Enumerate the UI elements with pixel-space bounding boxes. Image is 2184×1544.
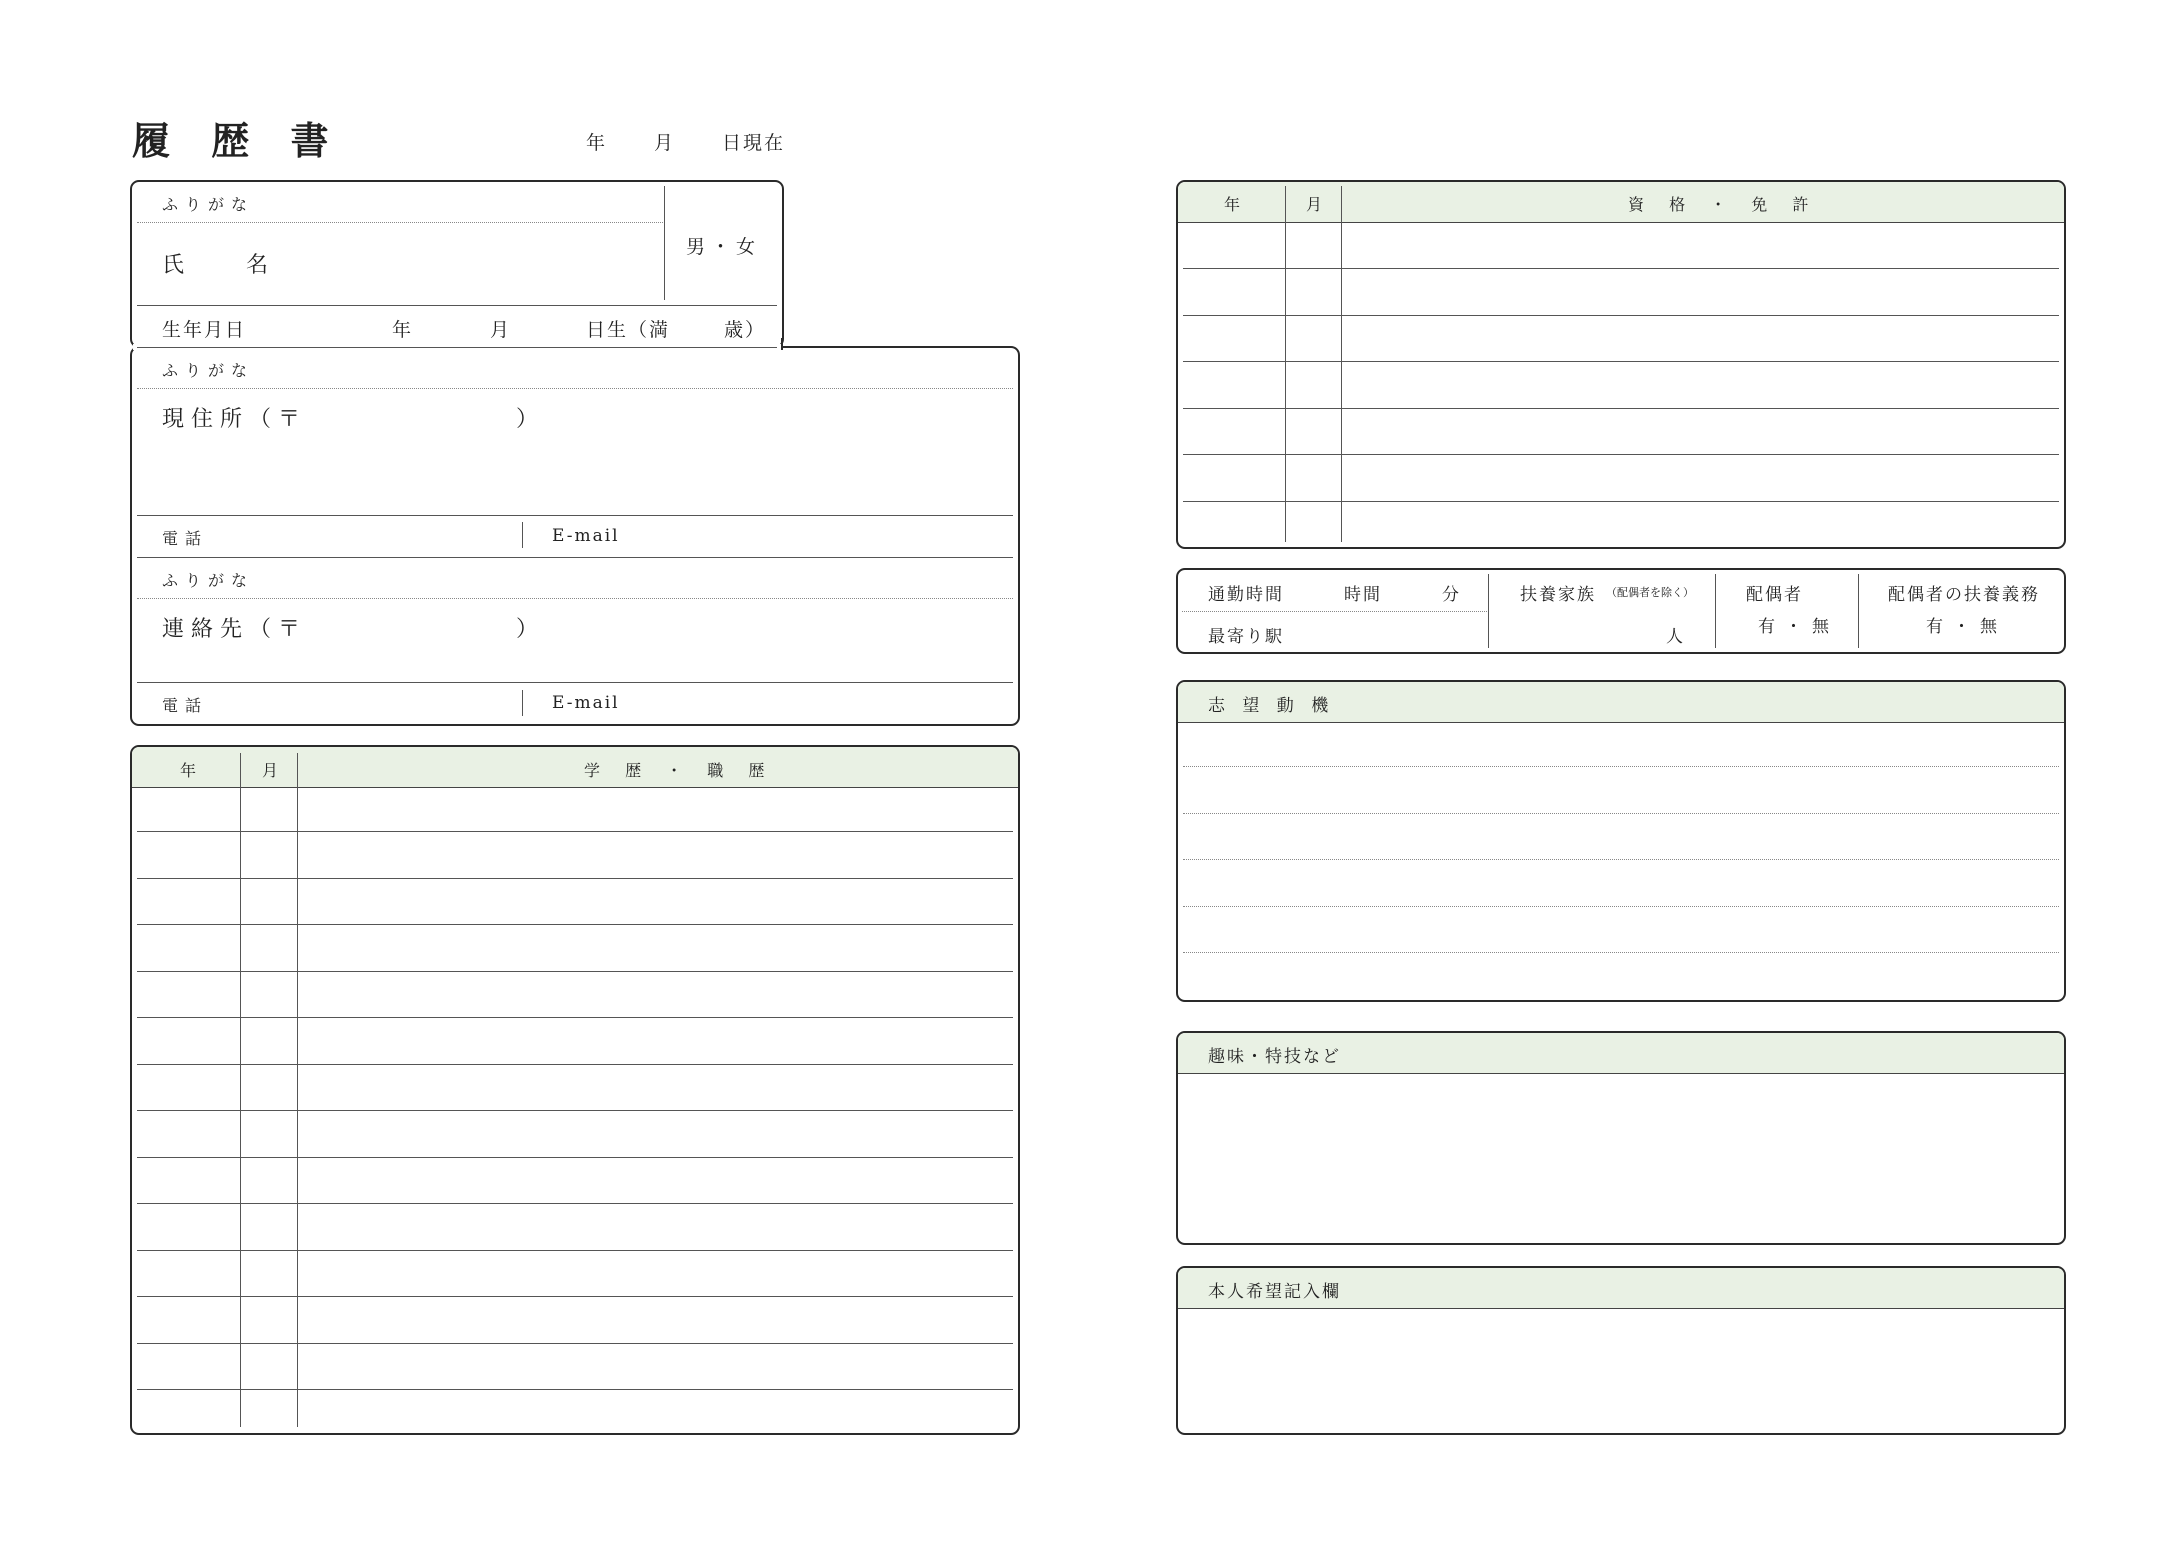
commute-hours-label: 時間 (1344, 585, 1382, 605)
history-row-line (137, 1157, 1013, 1158)
history-row-line (137, 1203, 1013, 1204)
contact-furigana-label: ふりがな (162, 571, 255, 590)
birth-age-label: 歳） (724, 319, 767, 341)
history-table (130, 745, 1020, 1435)
address-label: 現住所（〒 (162, 407, 308, 432)
address-furigana-label: ふりがな (162, 361, 255, 380)
history-row-line (137, 924, 1013, 925)
address-email-label: E-mail (552, 526, 620, 546)
history-col-month: 月 (262, 761, 286, 780)
motivation-label: 志 望 動 機 (1208, 696, 1335, 716)
contact-paren-close: ） (516, 617, 539, 642)
license-row-line (1183, 361, 2059, 362)
page-title: 履 歴 書 (132, 118, 343, 163)
contact-label: 連絡先（〒 (162, 617, 308, 642)
history-row-line (137, 1296, 1013, 1297)
date-month-label: 月 (654, 132, 676, 154)
history-col-year: 年 (180, 761, 204, 780)
license-row-line (1183, 454, 2059, 455)
history-row-line (137, 1343, 1013, 1344)
spouse-label: 配偶者 (1746, 585, 1803, 605)
motivation-box (1176, 680, 2066, 1002)
contact-email-label: E-mail (552, 693, 620, 713)
commute-minutes-label: 分 (1442, 585, 1461, 605)
dependents-note: （配偶者を除く） (1606, 586, 1694, 599)
license-row-line (1183, 501, 2059, 502)
spouse-support-label: 配偶者の扶養義務 (1888, 585, 2040, 605)
history-row-line (137, 1064, 1013, 1065)
gender-option[interactable]: 男・女 (686, 236, 762, 258)
motivation-ruled-line (1183, 859, 2059, 860)
address-phone-label: 電話 (162, 529, 209, 548)
license-row-line (1183, 315, 2059, 316)
motivation-ruled-line (1183, 906, 2059, 907)
history-row-line (137, 971, 1013, 972)
contact-phone-label: 電話 (162, 696, 209, 715)
motivation-ruled-line (1183, 766, 2059, 767)
license-row-line (1183, 408, 2059, 409)
name-furigana-label: ふりがな (162, 195, 255, 214)
licenses-table (1176, 180, 2066, 549)
history-row-line (137, 1110, 1013, 1111)
motivation-ruled-line (1183, 952, 2059, 953)
spouse-support-options[interactable]: 有・無 (1926, 617, 2007, 637)
date-day-label: 日現在 (722, 132, 786, 154)
motivation-ruled-line (1183, 813, 2059, 814)
history-col-title: 学 歴 ・ 職 歴 (584, 761, 775, 780)
birth-year-label: 年 (392, 319, 414, 341)
licenses-col-year: 年 (1224, 195, 1248, 214)
history-row-line (137, 878, 1013, 879)
birth-date-label: 生年月日 (162, 319, 247, 341)
dependents-unit: 人 (1666, 627, 1685, 647)
license-row-line (1183, 268, 2059, 269)
date-year-label: 年 (586, 132, 608, 154)
history-row-line (137, 831, 1013, 832)
station-label: 最寄り駅 (1208, 627, 1284, 647)
hobbies-label: 趣味・特技など (1208, 1047, 1341, 1067)
address-paren-close: ） (516, 407, 539, 432)
licenses-col-month: 月 (1306, 195, 1330, 214)
spouse-options[interactable]: 有・無 (1758, 617, 1839, 637)
requests-label: 本人希望記入欄 (1208, 1282, 1341, 1302)
history-row-line (137, 1389, 1013, 1390)
licenses-col-title: 資 格 ・ 免 許 (1628, 195, 1819, 214)
dependents-label: 扶養家族 (1520, 585, 1596, 605)
commute-time-label: 通勤時間 (1208, 585, 1284, 605)
name-label: 氏 名 (162, 253, 275, 278)
birth-day-label: 日生（満 (586, 319, 671, 341)
history-row-line (137, 1250, 1013, 1251)
history-row-line (137, 1017, 1013, 1018)
birth-month-label: 月 (490, 319, 512, 341)
